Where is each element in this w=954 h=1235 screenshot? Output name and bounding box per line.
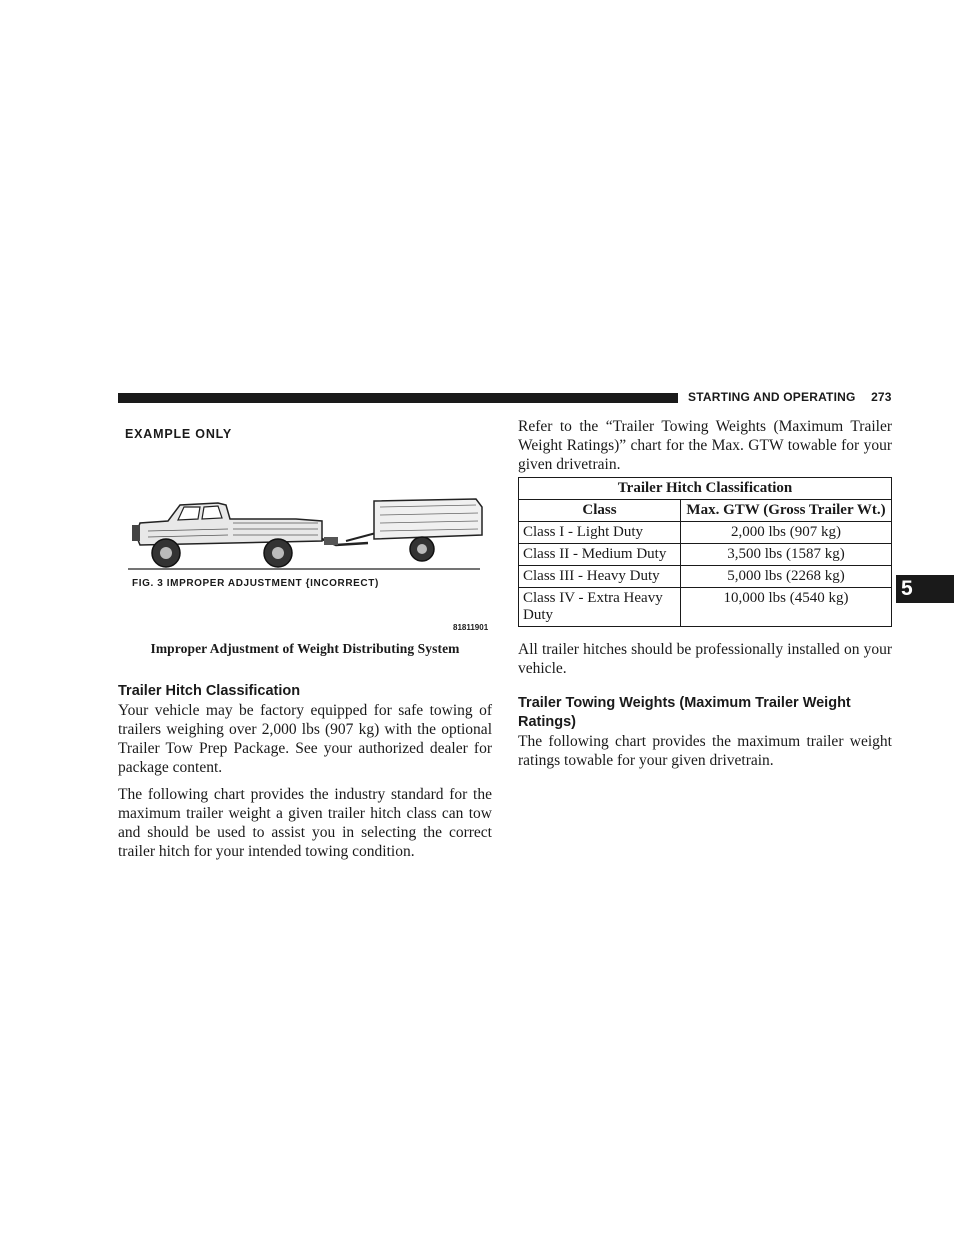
trailer-tongue	[346, 533, 376, 541]
table-title-row	[519, 478, 892, 500]
section-title: STARTING AND OPERATING	[688, 390, 856, 404]
table-row	[519, 544, 892, 566]
figure-example-label: EXAMPLE ONLY	[125, 427, 233, 441]
cell-class: Class III - Heavy Duty	[519, 566, 681, 588]
running-header	[688, 390, 892, 404]
table-header-row	[519, 500, 892, 522]
figure-caption: Improper Adjustment of Weight Distributing System	[150, 641, 460, 656]
paragraph-weight-ratings: The following chart provides the maximum trailer weight ratings towable for your given drivetrain.	[518, 733, 892, 769]
truck-front-hub	[160, 547, 172, 559]
truck-grille	[132, 525, 140, 541]
header-rule	[118, 393, 678, 403]
table-title: Trailer Hitch Classification	[519, 478, 892, 500]
paragraph-factory-equipped: Your vehicle may be factory equipped for safe towing of trailers weighing over 2,000 lbs (907 kg) with the optional Trailer Tow Prep Package. See your authorized dealer for package content.	[118, 702, 492, 776]
figure-illustration	[118, 420, 492, 640]
cell-class: Class IV - Extra Heavy Duty	[519, 588, 681, 627]
truck-rear-hub	[272, 547, 284, 559]
cell-class: Class I - Light Duty	[519, 522, 681, 544]
table-row	[519, 522, 892, 544]
table-row	[519, 588, 892, 627]
cell-gtw: 5,000 lbs (2268 kg)	[681, 566, 892, 588]
cell-class: Class II - Medium Duty	[519, 544, 681, 566]
page-number: 273	[871, 390, 892, 404]
cell-gtw: 3,500 lbs (1587 kg)	[681, 544, 892, 566]
left-column	[118, 682, 492, 861]
right-column	[518, 417, 892, 770]
column-header-class: Class	[519, 500, 681, 522]
paragraph-refer-chart: Refer to the “Trailer Towing Weights (Maximum Trailer Weight Ratings)” chart for the Max. GTW towable for your given drivetrain.	[518, 418, 892, 473]
heading-hitch-classification: Trailer Hitch Classification	[118, 683, 301, 699]
chapter-tab: 5	[896, 575, 954, 603]
cell-gtw: 10,000 lbs (4540 kg)	[681, 588, 892, 627]
paragraph-following-chart: The following chart provides the industry standard for the maximum trailer weight a given trailer hitch class can tow and should be used to assist you in selecting the correct trailer hitch for your intended towing condition.	[118, 786, 492, 860]
cell-gtw: 2,000 lbs (907 kg)	[681, 522, 892, 544]
figure-inner-caption: FIG. 3 IMPROPER ADJUSTMENT {INCORRECT)	[132, 578, 379, 589]
table-row	[519, 566, 892, 588]
heading-towing-weights: Trailer Towing Weights (Maximum Trailer Weight Ratings)	[518, 695, 851, 730]
hitch-head	[324, 537, 338, 545]
truck-trailer-drawing	[118, 495, 492, 575]
paragraph-professional-install: All trailer hitches should be professionally installed on your vehicle.	[518, 641, 892, 677]
figure-code: 81811901	[453, 623, 489, 632]
hitch-classification-table	[518, 477, 892, 627]
trailer-hub	[417, 544, 427, 554]
column-header-gtw: Max. GTW (Gross Trailer Wt.)	[681, 500, 892, 522]
